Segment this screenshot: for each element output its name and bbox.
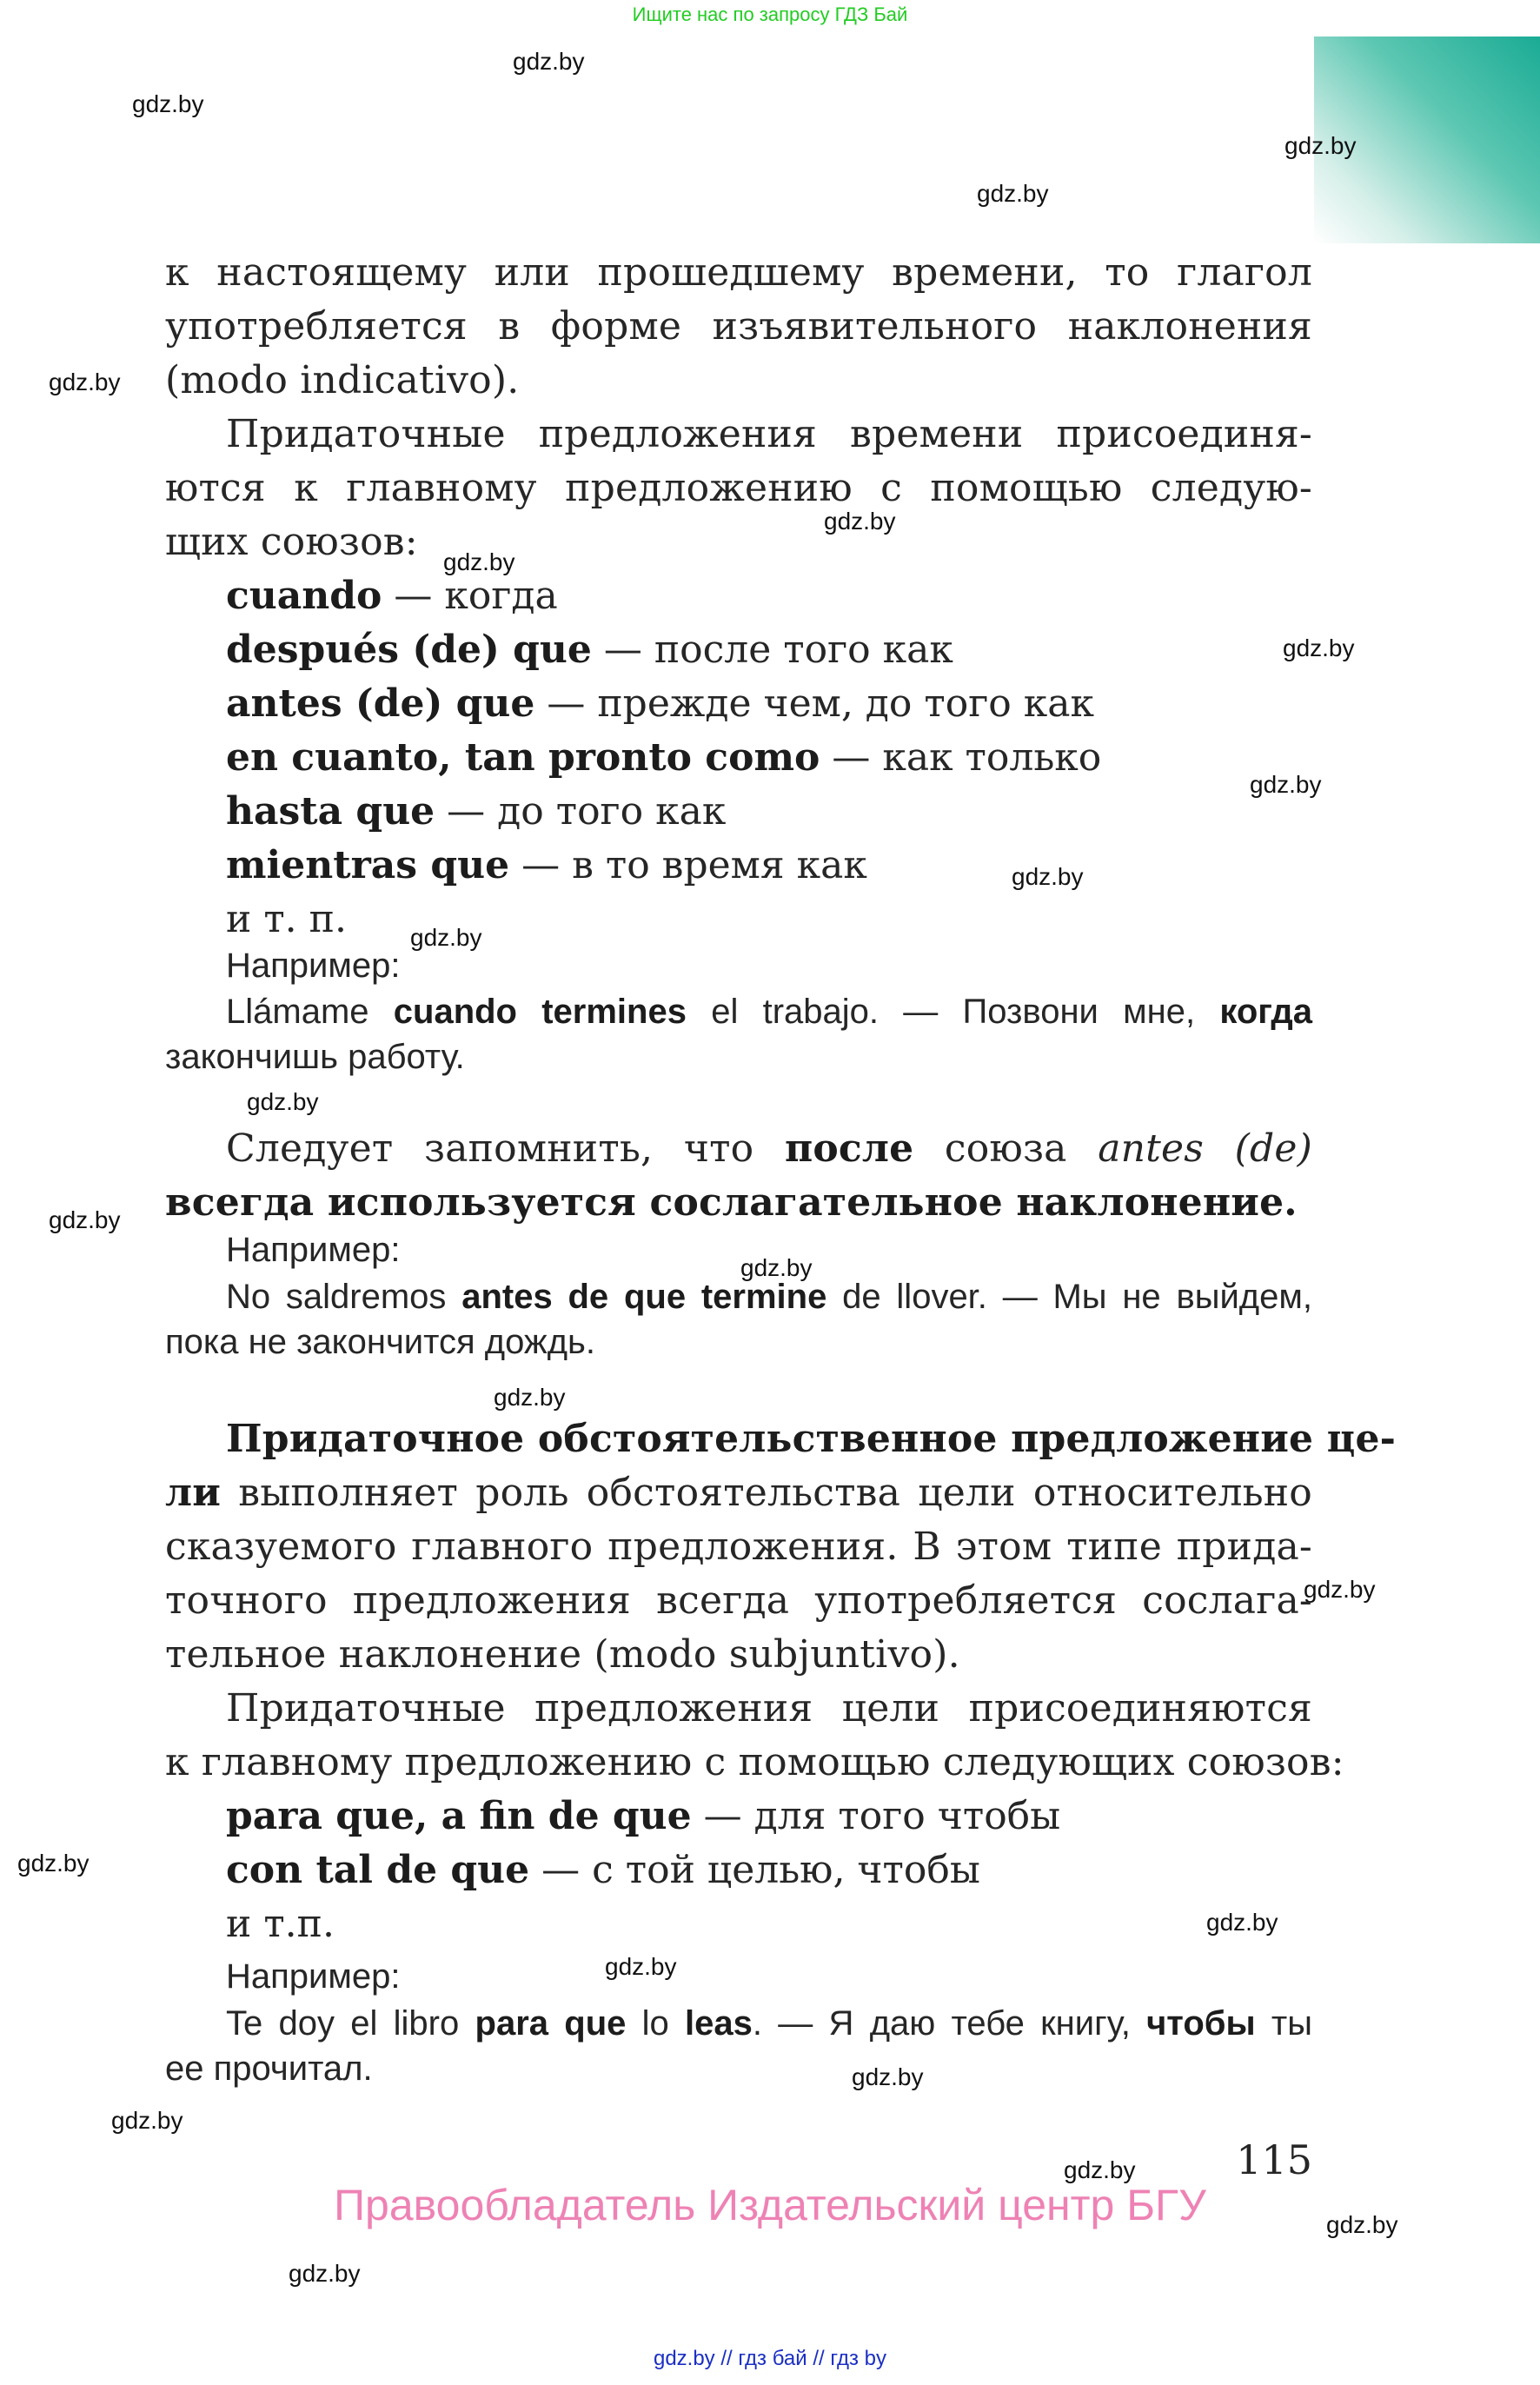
paragraph-bold: всегда используется сослагательное наклонение.	[165, 1180, 1298, 1225]
example-text: ты	[1255, 2004, 1313, 2043]
conjunction-term: después (de) que	[226, 628, 592, 672]
top-banner[interactable]: Ищите нас по запросу ГДЗ Бай	[632, 3, 908, 25]
example-highlight: когда	[1219, 993, 1313, 1031]
conjunction-translation: — как только	[820, 735, 1102, 780]
watermark: gdz.by	[1284, 132, 1357, 159]
watermark: gdz.by	[852, 2063, 924, 2090]
example-text: el trabajo. — Позвони мне,	[686, 993, 1220, 1031]
paragraph-line: Придаточные предложения цели присоединяются	[226, 1686, 1312, 1731]
conjunction-item	[226, 732, 1101, 784]
watermark: gdz.by	[513, 48, 585, 75]
paragraph-line: тельное наклонение (modo subjuntivo).	[165, 1632, 960, 1677]
paragraph-line	[226, 1123, 1312, 1175]
conjunction-item	[226, 624, 953, 676]
paragraph-line	[226, 1413, 1397, 1465]
watermark: gdz.by	[494, 1384, 566, 1411]
example-text: . — Я даю тебе книгу,	[752, 2004, 1147, 2043]
paragraph-line: ются к главному предложению с помощью следую-	[165, 466, 1312, 510]
conjunction-term: hasta que	[226, 789, 435, 834]
conjunction-translation: — в то время как	[509, 843, 867, 887]
example-text: lo	[626, 2004, 686, 2043]
example-line: ее прочитал.	[165, 2050, 373, 2088]
paragraph-bold: ли	[165, 1471, 222, 1515]
watermark: gdz.by	[132, 90, 204, 117]
conjunction-item	[226, 570, 558, 622]
etc-label: и т. п.	[226, 897, 347, 941]
watermark: gdz.by	[49, 369, 121, 395]
watermark: gdz.by	[410, 924, 482, 951]
conjunction-term: cuando	[226, 574, 382, 618]
watermark: gdz.by	[1064, 2156, 1136, 2183]
example-highlight: чтобы	[1146, 2004, 1256, 2043]
paragraph-line: употребляется в форме изъявительного наклонения	[165, 304, 1312, 349]
watermark: gdz.by	[1206, 1909, 1278, 1936]
paragraph-line: (modo indicativo).	[165, 358, 520, 402]
conjunction-item	[226, 1790, 1060, 1843]
conjunction-translation: — после того как	[591, 628, 953, 672]
watermark: gdz.by	[17, 1850, 90, 1877]
watermark: gdz.by	[1250, 771, 1322, 798]
example-text: Te doy el libro	[226, 2004, 475, 2043]
paragraph-bold: после	[784, 1126, 914, 1171]
conjunction-translation: — прежде чем, до того как	[534, 681, 1094, 726]
example-highlight: leas	[685, 2004, 753, 2043]
example-label: Например:	[226, 947, 401, 985]
paragraph-line: Придаточные предложения времени присоединя-	[226, 412, 1312, 456]
watermark: gdz.by	[740, 1254, 813, 1281]
paragraph-line: точного предложения всегда употребляется сослага-	[165, 1578, 1312, 1623]
paragraph-line: щих союзов:	[165, 520, 418, 564]
paragraph-line	[165, 1177, 1312, 1229]
watermark: gdz.by	[824, 508, 896, 535]
example-line: закончишь работу.	[165, 1038, 465, 1076]
example-highlight: para que	[475, 2004, 627, 2043]
example-text: Llámame	[226, 993, 394, 1031]
watermark: gdz.by	[289, 2260, 361, 2287]
paragraph-bold: Придаточное обстоятельственное предложение це-	[226, 1417, 1397, 1461]
copyright-notice: Правообладатель Издательский центр БГУ	[334, 2181, 1206, 2229]
watermark: gdz.by	[1304, 1576, 1376, 1603]
paragraph-line: сказуемого главного предложения. В этом типе прида-	[165, 1525, 1312, 1569]
conjunction-item	[226, 1844, 980, 1897]
paragraph-text: Следует запомнить, что	[226, 1126, 785, 1171]
watermark: gdz.by	[443, 548, 515, 575]
paragraph-text: выполняет роль обстоятельства цели относительно	[221, 1471, 1312, 1515]
paragraph-line: к настоящему или прошедшему времени, то глагол	[165, 250, 1312, 295]
example-line: пока не закончится дождь.	[165, 1323, 595, 1361]
example-text: No saldremos	[226, 1278, 462, 1316]
example-highlight: antes de que termine	[461, 1278, 827, 1316]
conjunction-term: mientras que	[226, 843, 510, 887]
example-label: Например:	[226, 1957, 401, 1996]
watermark: gdz.by	[1283, 634, 1355, 661]
example-label: Например:	[226, 1231, 401, 1269]
conjunction-translation: — для того чтобы	[691, 1794, 1061, 1838]
watermark: gdz.by	[111, 2107, 183, 2134]
paragraph-line	[165, 1467, 1312, 1519]
conjunction-item	[226, 786, 726, 838]
paragraph-line: к главному предложению с помощью следующих союзов:	[165, 1740, 1344, 1784]
watermark: gdz.by	[605, 1953, 677, 1980]
page-number: 115	[1236, 2136, 1312, 2183]
watermark: gdz.by	[247, 1088, 319, 1115]
conjunction-translation: — когда	[382, 574, 558, 618]
example-line	[226, 989, 1312, 1034]
watermark: gdz.by	[1326, 2211, 1398, 2238]
conjunction-term: con tal de que	[226, 1848, 530, 1892]
paragraph-italic: antes (de)	[1098, 1126, 1312, 1171]
conjunction-translation: — до того как	[435, 789, 727, 834]
watermark: gdz.by	[49, 1206, 121, 1233]
conjunction-translation: — с той целью, чтобы	[529, 1848, 980, 1892]
conjunction-term: antes (de) que	[226, 681, 535, 726]
paragraph-text: союза	[913, 1126, 1099, 1171]
watermark: gdz.by	[1012, 863, 1084, 890]
watermark: gdz.by	[977, 180, 1049, 207]
example-line	[226, 1274, 1312, 1319]
example-text: de llover. — Мы не выйдем,	[826, 1278, 1312, 1316]
conjunction-term: para que, a fin de que	[226, 1794, 692, 1838]
conjunction-term: en cuanto, tan pronto como	[226, 735, 820, 780]
footer-links[interactable]: gdz.by // гдз бай // гдз by	[653, 2347, 887, 2370]
example-line	[226, 2001, 1312, 2046]
example-highlight: cuando termines	[393, 993, 687, 1031]
conjunction-item	[226, 840, 867, 892]
conjunction-item	[226, 678, 1094, 730]
etc-label: и т.п.	[226, 1902, 335, 1946]
